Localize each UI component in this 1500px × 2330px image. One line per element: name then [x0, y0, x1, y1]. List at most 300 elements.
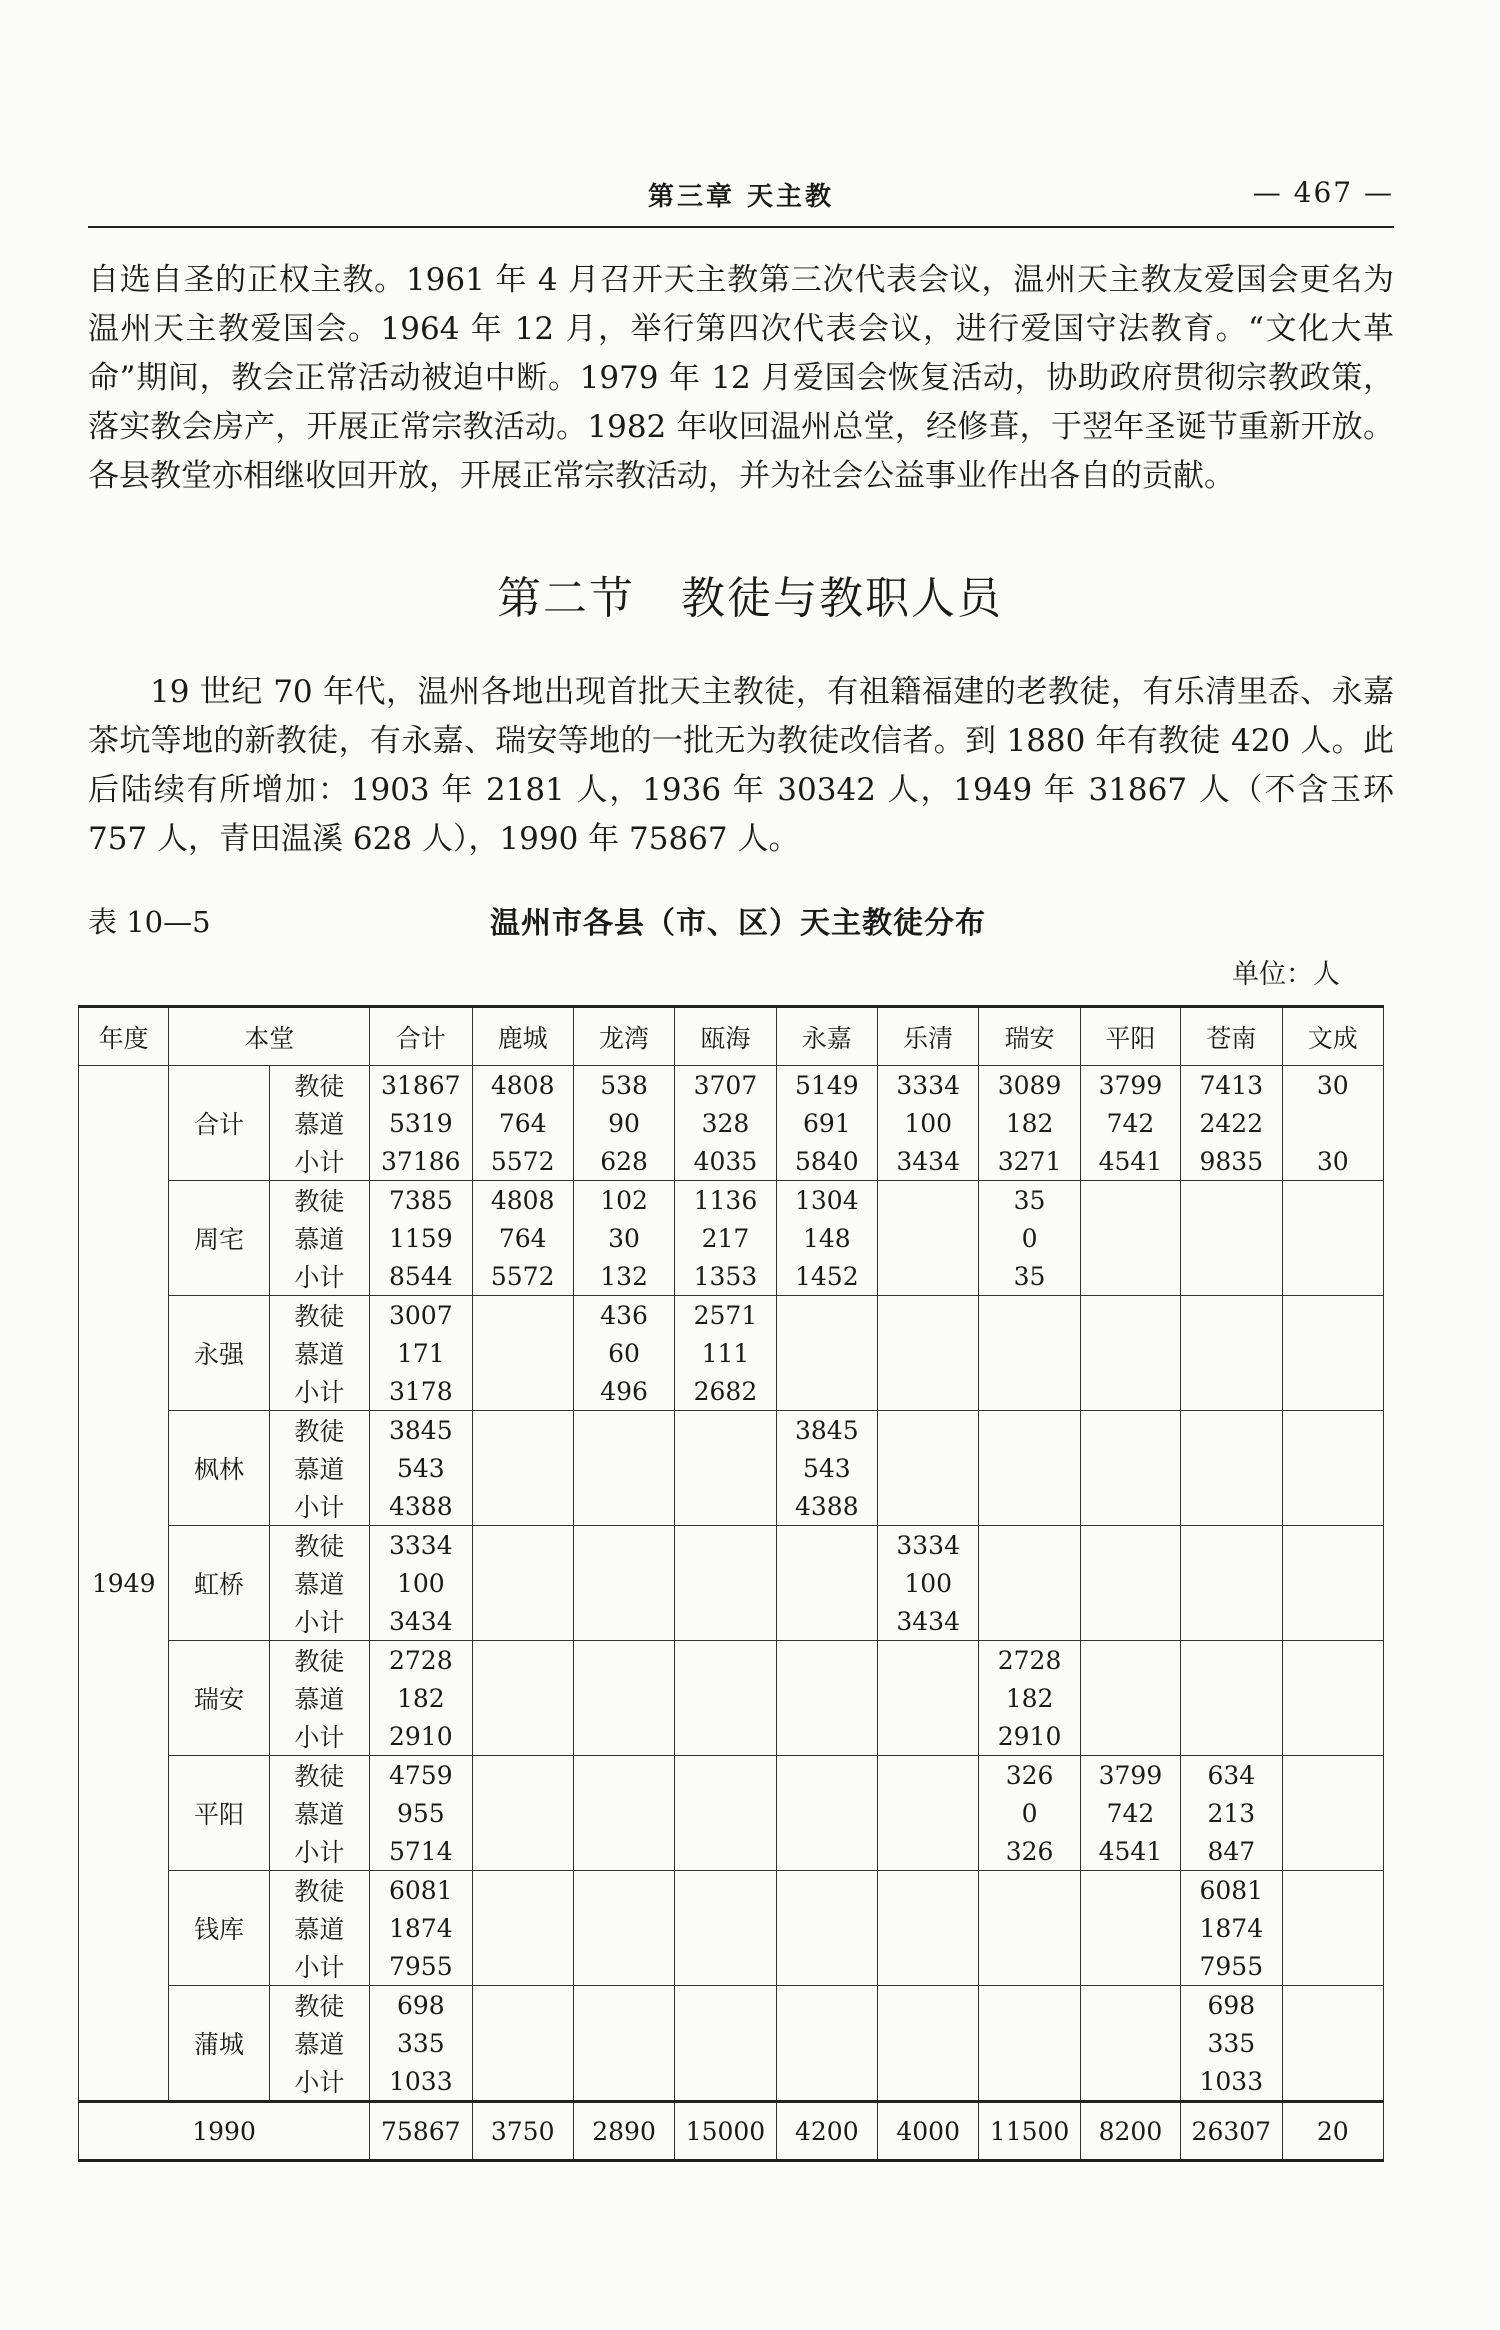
- data-cell: 543: [776, 1449, 877, 1487]
- data-cell: [675, 1526, 776, 1565]
- data-cell: [1282, 1181, 1384, 1220]
- data-cell: [1080, 1526, 1180, 1565]
- data-cell: 3434: [878, 1142, 979, 1181]
- data-cell: 628: [573, 1142, 674, 1181]
- category-cell: 慕道: [269, 1449, 369, 1487]
- category-cell: 小计: [269, 1832, 369, 1871]
- column-header: 乐清: [878, 1007, 979, 1066]
- data-cell: [776, 1602, 877, 1641]
- data-cell: [1282, 1219, 1384, 1257]
- table-row: [79, 1717, 1384, 1756]
- data-cell: 3707: [675, 1066, 776, 1105]
- data-cell: [1080, 1219, 1180, 1257]
- data-cell: 8200: [1080, 2102, 1180, 2161]
- data-cell: [878, 1986, 979, 2025]
- data-cell: 4000: [878, 2102, 979, 2161]
- data-cell: [675, 1679, 776, 1717]
- data-cell: 8544: [370, 1257, 472, 1296]
- category-cell: 教徒: [269, 1756, 369, 1795]
- data-cell: 31867: [370, 1066, 472, 1105]
- data-cell: [472, 1296, 573, 1335]
- church-name-cell: 周宅: [169, 1181, 269, 1296]
- data-cell: 3334: [370, 1526, 472, 1565]
- data-cell: 742: [1080, 1794, 1180, 1832]
- data-cell: [1282, 1832, 1384, 1871]
- data-cell: [472, 1756, 573, 1795]
- data-cell: 1304: [776, 1181, 877, 1220]
- data-cell: [878, 1832, 979, 1871]
- category-cell: 小计: [269, 1142, 369, 1181]
- category-cell: 教徒: [269, 1296, 369, 1335]
- table-row: [79, 1947, 1384, 1986]
- church-name-cell: 钱库: [169, 1871, 269, 1986]
- data-cell: [1181, 1526, 1282, 1565]
- data-cell: 132: [573, 1257, 674, 1296]
- table-row: [79, 1641, 1384, 1680]
- category-cell: 小计: [269, 1487, 369, 1526]
- table-row: [79, 1871, 1384, 1910]
- data-cell: [1080, 2062, 1180, 2102]
- data-cell: 7385: [370, 1181, 472, 1220]
- data-cell: [472, 1947, 573, 1986]
- data-cell: 2422: [1181, 1104, 1282, 1142]
- data-cell: 6081: [1181, 1871, 1282, 1910]
- data-cell: 9835: [1181, 1142, 1282, 1181]
- data-cell: [776, 1947, 877, 1986]
- data-cell: 30: [573, 1219, 674, 1257]
- data-cell: 3434: [370, 1602, 472, 1641]
- data-cell: [573, 1986, 674, 2025]
- data-cell: [1080, 1641, 1180, 1680]
- data-cell: [979, 1372, 1080, 1411]
- column-header: 本堂: [169, 1007, 370, 1066]
- data-cell: 328: [675, 1104, 776, 1142]
- data-cell: [979, 1526, 1080, 1565]
- data-cell: [472, 1564, 573, 1602]
- data-cell: [878, 1871, 979, 1910]
- table-row: [79, 1487, 1384, 1526]
- data-cell: [776, 1832, 877, 1871]
- data-cell: [1080, 1679, 1180, 1717]
- data-cell: [1181, 1411, 1282, 1450]
- data-cell: [472, 1526, 573, 1565]
- data-cell: 4759: [370, 1756, 472, 1795]
- data-cell: 3178: [370, 1372, 472, 1411]
- data-cell: 3334: [878, 1066, 979, 1105]
- data-cell: 3007: [370, 1296, 472, 1335]
- data-cell: 2890: [573, 2102, 674, 2161]
- data-cell: [472, 1871, 573, 1910]
- data-cell: [878, 1334, 979, 1372]
- data-cell: [776, 2024, 877, 2062]
- data-cell: [1080, 1334, 1180, 1372]
- table-row: [79, 1756, 1384, 1795]
- data-cell: [979, 1909, 1080, 1947]
- data-cell: 7955: [370, 1947, 472, 1986]
- data-cell: [675, 1909, 776, 1947]
- data-cell: [1282, 1564, 1384, 1602]
- data-cell: 5149: [776, 1066, 877, 1105]
- data-cell: [776, 1296, 877, 1335]
- data-cell: [1080, 1181, 1180, 1220]
- data-cell: [1282, 1602, 1384, 1641]
- data-cell: [1181, 1296, 1282, 1335]
- church-name-cell: 虹桥: [169, 1526, 269, 1641]
- data-cell: [1282, 1909, 1384, 1947]
- data-cell: [472, 1334, 573, 1372]
- church-name-cell: 合计: [169, 1066, 269, 1181]
- table-row: [79, 1104, 1384, 1142]
- data-cell: 0: [979, 1219, 1080, 1257]
- table-row: [79, 1602, 1384, 1641]
- church-name-cell: 枫林: [169, 1411, 269, 1526]
- data-cell: 4035: [675, 1142, 776, 1181]
- data-cell: [573, 2062, 674, 2102]
- table-row: [79, 1564, 1384, 1602]
- data-cell: [878, 1641, 979, 1680]
- data-cell: 4808: [472, 1181, 573, 1220]
- data-cell: [878, 1794, 979, 1832]
- data-cell: 1874: [1181, 1909, 1282, 1947]
- data-cell: 7955: [1181, 1947, 1282, 1986]
- category-cell: 慕道: [269, 1564, 369, 1602]
- data-cell: 326: [979, 1832, 1080, 1871]
- distribution-table: [78, 1005, 1384, 2162]
- data-cell: [979, 1871, 1080, 1910]
- chapter-title: 第三章 天主教: [648, 182, 835, 212]
- table-label: 表 10—5: [88, 905, 211, 939]
- data-cell: 3271: [979, 1142, 1080, 1181]
- data-cell: [675, 1449, 776, 1487]
- data-cell: 1136: [675, 1181, 776, 1220]
- data-cell: [1080, 1947, 1180, 1986]
- table-row: [79, 1794, 1384, 1832]
- data-cell: [979, 2024, 1080, 2062]
- paragraph-believers: 19 世纪 70 年代，温州各地出现首批天主教徒，有祖籍福建的老教徒，有乐清里岙、永嘉茶坑等地的新教徒，有永嘉、瑞安等地的一批无为教徒改信者。到 1880 年有教徒 420 人。此后陆续有所增加：1903 年 2181 人，1936 年 30342 人，1949 年 31867 人（不含玉环 757 人，青田温溪 628 人），1990 年 75867 人。: [88, 674, 1394, 857]
- data-cell: [979, 1449, 1080, 1487]
- data-cell: [878, 1487, 979, 1526]
- data-cell: 2728: [370, 1641, 472, 1680]
- category-cell: 教徒: [269, 1526, 369, 1565]
- table-header-row: [79, 1007, 1384, 1066]
- page-number: — 467 —: [1252, 176, 1394, 209]
- church-name-cell: 瑞安: [169, 1641, 269, 1756]
- data-cell: [878, 1947, 979, 1986]
- data-cell: [573, 1947, 674, 1986]
- data-cell: [776, 1909, 877, 1947]
- data-cell: [573, 1756, 674, 1795]
- category-cell: 慕道: [269, 1219, 369, 1257]
- data-cell: [1282, 1986, 1384, 2025]
- data-cell: 1033: [370, 2062, 472, 2102]
- category-cell: 慕道: [269, 1104, 369, 1142]
- table-row: [79, 1296, 1384, 1335]
- column-header: 瓯海: [675, 1007, 776, 1066]
- data-cell: [675, 1411, 776, 1450]
- data-cell: 60: [573, 1334, 674, 1372]
- category-cell: 慕道: [269, 2024, 369, 2062]
- category-cell: 教徒: [269, 1411, 369, 1450]
- data-cell: [979, 1487, 1080, 1526]
- table-row: [79, 1909, 1384, 1947]
- category-cell: 小计: [269, 1717, 369, 1756]
- data-cell: [1181, 1602, 1282, 1641]
- data-cell: 742: [1080, 1104, 1180, 1142]
- category-cell: 小计: [269, 1947, 369, 1986]
- data-cell: [1282, 1794, 1384, 1832]
- category-cell: 教徒: [269, 1986, 369, 2025]
- data-cell: 847: [1181, 1832, 1282, 1871]
- data-cell: 496: [573, 1372, 674, 1411]
- data-cell: [675, 1947, 776, 1986]
- table-title: 温州市各县（市、区）天主教徒分布: [490, 906, 986, 941]
- data-cell: 213: [1181, 1794, 1282, 1832]
- column-header: 瑞安: [979, 1007, 1080, 1066]
- data-cell: 5572: [472, 1257, 573, 1296]
- data-cell: [472, 1372, 573, 1411]
- data-cell: [472, 1986, 573, 2025]
- data-cell: [1080, 1257, 1180, 1296]
- data-cell: [878, 1219, 979, 1257]
- data-cell: 30: [1282, 1066, 1384, 1105]
- data-cell: [472, 2062, 573, 2102]
- data-cell: [1282, 1257, 1384, 1296]
- data-cell: [1282, 1717, 1384, 1756]
- data-cell: 543: [370, 1449, 472, 1487]
- data-cell: [675, 1717, 776, 1756]
- data-cell: [675, 1487, 776, 1526]
- data-cell: 5840: [776, 1142, 877, 1181]
- data-cell: 3845: [776, 1411, 877, 1450]
- data-cell: 26307: [1181, 2102, 1282, 2161]
- data-cell: [878, 1679, 979, 1717]
- table-unit: 单位：人: [1232, 959, 1340, 990]
- data-cell: [1181, 1717, 1282, 1756]
- data-cell: 2682: [675, 1372, 776, 1411]
- category-cell: 小计: [269, 1257, 369, 1296]
- data-cell: 182: [979, 1104, 1080, 1142]
- data-cell: 5714: [370, 1832, 472, 1871]
- data-cell: 3799: [1080, 1756, 1180, 1795]
- data-cell: [1080, 1411, 1180, 1450]
- data-cell: [979, 1602, 1080, 1641]
- data-cell: [878, 2062, 979, 2102]
- category-cell: 教徒: [269, 1066, 369, 1105]
- data-cell: 691: [776, 1104, 877, 1142]
- data-cell: [573, 1871, 674, 1910]
- data-cell: [776, 1756, 877, 1795]
- data-cell: 7413: [1181, 1066, 1282, 1105]
- data-cell: [573, 1449, 674, 1487]
- data-cell: [1080, 1564, 1180, 1602]
- data-cell: 2910: [979, 1717, 1080, 1756]
- data-cell: 90: [573, 1104, 674, 1142]
- column-header: 文成: [1282, 1007, 1384, 1066]
- data-cell: [878, 1756, 979, 1795]
- data-cell: 182: [370, 1679, 472, 1717]
- data-cell: 2571: [675, 1296, 776, 1335]
- data-cell: [1181, 1257, 1282, 1296]
- data-cell: 3434: [878, 1602, 979, 1641]
- data-cell: [675, 1602, 776, 1641]
- data-cell: [979, 1564, 1080, 1602]
- data-cell: [1282, 1947, 1384, 1986]
- table-row: [79, 1832, 1384, 1871]
- church-name-cell: 蒲城: [169, 1986, 269, 2102]
- data-cell: [675, 2062, 776, 2102]
- data-cell: [1282, 1641, 1384, 1680]
- data-cell: [776, 1717, 877, 1756]
- data-cell: 4541: [1080, 1832, 1180, 1871]
- data-cell: [979, 1334, 1080, 1372]
- data-cell: 20: [1282, 2102, 1384, 2161]
- data-cell: 538: [573, 1066, 674, 1105]
- year-cell: 1949: [79, 1066, 169, 2102]
- data-cell: [1181, 1564, 1282, 1602]
- data-cell: 30: [1282, 1142, 1384, 1181]
- data-cell: [878, 1257, 979, 1296]
- data-cell: [675, 1986, 776, 2025]
- data-cell: [472, 1487, 573, 1526]
- table-row: [79, 1257, 1384, 1296]
- data-cell: [1282, 1104, 1384, 1142]
- data-cell: [573, 1641, 674, 1680]
- data-cell: [1181, 1334, 1282, 1372]
- section-title: 第二节 教徒与教职人员: [497, 573, 1003, 624]
- data-cell: [472, 1411, 573, 1450]
- table-row: [79, 1219, 1384, 1257]
- church-name-cell: 永强: [169, 1296, 269, 1411]
- paragraph-intro: 自选自圣的正权主教。1961 年 4 月召开天主教第三次代表会议，温州天主教友爱国会更名为温州天主教爱国会。1964 年 12 月，举行第四次代表会议，进行爱国守法教育。“文化大革命”期间，教会正常活动被迫中断。1979 年 12 月爱国会恢复活动，协助政府贯彻宗教政策，落实教会房产，开展正常宗教活动。1982 年收回温州总堂，经修葺，于翌年圣诞节重新开放。各县教堂亦相继收回开放，开展正常宗教活动，并为社会公益事业作出各自的贡献。: [88, 262, 1394, 494]
- data-cell: [573, 1526, 674, 1565]
- data-cell: [1080, 1717, 1180, 1756]
- category-cell: 慕道: [269, 1794, 369, 1832]
- data-cell: [1080, 1986, 1180, 2025]
- data-cell: [675, 1794, 776, 1832]
- category-cell: 教徒: [269, 1641, 369, 1680]
- data-cell: 3799: [1080, 1066, 1180, 1105]
- data-cell: [878, 1181, 979, 1220]
- data-cell: [472, 1909, 573, 1947]
- data-cell: 75867: [370, 2102, 472, 2161]
- data-cell: [573, 2024, 674, 2062]
- data-cell: 100: [878, 1564, 979, 1602]
- data-cell: [776, 1641, 877, 1680]
- data-cell: [675, 1871, 776, 1910]
- data-cell: [776, 1334, 877, 1372]
- data-cell: 1353: [675, 1257, 776, 1296]
- category-cell: 慕道: [269, 1679, 369, 1717]
- data-cell: [472, 1832, 573, 1871]
- data-cell: [573, 1832, 674, 1871]
- category-cell: 教徒: [269, 1871, 369, 1910]
- data-cell: [573, 1411, 674, 1450]
- data-cell: 3750: [472, 2102, 573, 2161]
- data-cell: [472, 1641, 573, 1680]
- column-header: 苍南: [1181, 1007, 1282, 1066]
- data-cell: 1159: [370, 1219, 472, 1257]
- data-cell: [1181, 1641, 1282, 1680]
- data-cell: [878, 1909, 979, 1947]
- data-cell: 1452: [776, 1257, 877, 1296]
- data-cell: 764: [472, 1219, 573, 1257]
- table-row: [79, 2024, 1384, 2062]
- data-cell: [1181, 1219, 1282, 1257]
- data-cell: [472, 1794, 573, 1832]
- table-row: [79, 1679, 1384, 1717]
- data-cell: [878, 1717, 979, 1756]
- data-cell: 0: [979, 1794, 1080, 1832]
- data-cell: 698: [1181, 1986, 1282, 2025]
- data-cell: [1080, 2024, 1180, 2062]
- data-cell: [878, 2024, 979, 2062]
- data-cell: [979, 1411, 1080, 1450]
- data-cell: [1080, 1909, 1180, 1947]
- data-cell: [776, 1794, 877, 1832]
- year-cell: 1990: [79, 2102, 370, 2161]
- data-cell: [1282, 1449, 1384, 1487]
- data-cell: [878, 1449, 979, 1487]
- table-row: [79, 1411, 1384, 1450]
- data-cell: 2728: [979, 1641, 1080, 1680]
- data-cell: [573, 1717, 674, 1756]
- data-cell: [1080, 1487, 1180, 1526]
- data-cell: [1181, 1679, 1282, 1717]
- data-cell: 1874: [370, 1909, 472, 1947]
- data-cell: [1282, 1679, 1384, 1717]
- data-cell: 4200: [776, 2102, 877, 2161]
- category-cell: 慕道: [269, 1334, 369, 1372]
- data-cell: [1282, 1296, 1384, 1335]
- table-row: [79, 1334, 1384, 1372]
- data-cell: [1080, 1372, 1180, 1411]
- data-cell: [472, 1679, 573, 1717]
- data-cell: 634: [1181, 1756, 1282, 1795]
- data-cell: [1181, 1487, 1282, 1526]
- data-cell: [1282, 1526, 1384, 1565]
- data-cell: [573, 1909, 674, 1947]
- table-row: [79, 1526, 1384, 1565]
- data-cell: 3334: [878, 1526, 979, 1565]
- category-cell: 小计: [269, 1372, 369, 1411]
- column-header: 鹿城: [472, 1007, 573, 1066]
- data-cell: 111: [675, 1334, 776, 1372]
- table-row: [79, 1372, 1384, 1411]
- data-cell: 955: [370, 1794, 472, 1832]
- data-cell: 335: [1181, 2024, 1282, 2062]
- data-cell: [675, 1832, 776, 1871]
- data-cell: [675, 1756, 776, 1795]
- table-row: [79, 1986, 1384, 2025]
- category-cell: 小计: [269, 2062, 369, 2102]
- data-cell: 3089: [979, 1066, 1080, 1105]
- column-header: 合计: [370, 1007, 472, 1066]
- data-cell: 182: [979, 1679, 1080, 1717]
- table-row: [79, 1449, 1384, 1487]
- data-cell: [1181, 1181, 1282, 1220]
- running-header: [88, 176, 1394, 228]
- data-cell: 217: [675, 1219, 776, 1257]
- data-cell: [1282, 2024, 1384, 2062]
- data-cell: 4388: [776, 1487, 877, 1526]
- data-cell: [1282, 1756, 1384, 1795]
- data-cell: [472, 1449, 573, 1487]
- category-cell: 小计: [269, 1602, 369, 1641]
- table-row: [79, 1066, 1384, 1105]
- data-cell: [1080, 1449, 1180, 1487]
- data-cell: [1080, 1296, 1180, 1335]
- data-cell: [573, 1564, 674, 1602]
